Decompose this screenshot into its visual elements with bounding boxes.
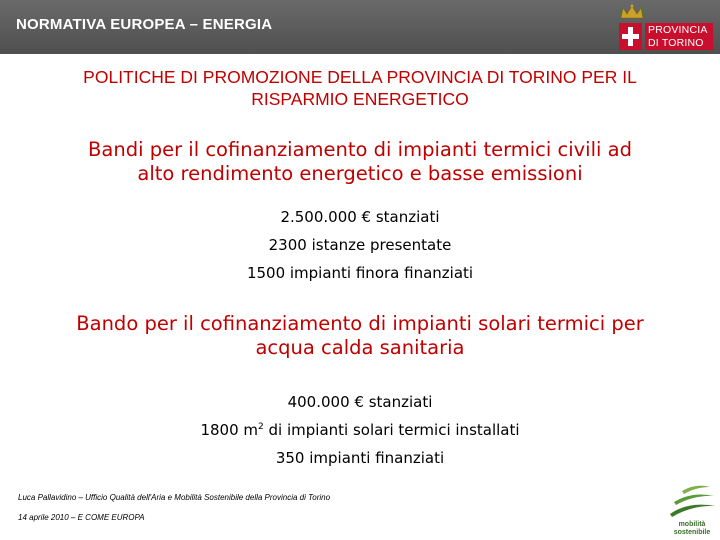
square-superscript: 2 bbox=[258, 422, 264, 432]
green-swoosh-icon bbox=[666, 482, 718, 520]
headline-line-2: RISPARMIO ENERGETICO bbox=[251, 89, 469, 109]
logo2-line-1: mobilità bbox=[678, 521, 706, 528]
page-headline bbox=[20, 66, 700, 110]
footer-date: 14 aprile 2010 – E COME EUROPA bbox=[18, 513, 145, 522]
header-bar bbox=[0, 0, 720, 54]
section-1-stat-funds: 2.500.000 € stanziati bbox=[280, 208, 440, 226]
headline-line-1: POLITICHE DI PROMOZIONE DELLA PROVINCIA DI TORINO PER IL bbox=[83, 67, 637, 87]
section-1-stat-financed: 1500 impianti finora finanziati bbox=[246, 264, 474, 282]
section-2-stat-financed: 350 impianti finanziati bbox=[275, 449, 445, 467]
installed-suffix: di impianti solari termici installati bbox=[263, 421, 520, 439]
white-cross-icon bbox=[619, 23, 642, 50]
footer-author: Luca Pallavidino – Ufficio Qualità dell'Aria e Mobilità Sostenibile della Provincia di Torino bbox=[18, 493, 331, 502]
section-2-stat-funds: 400.000 € stanziati bbox=[287, 393, 433, 411]
logo-line-1: PROVINCIA bbox=[648, 24, 708, 36]
logo-line-2: DI TORINO bbox=[648, 36, 704, 49]
section-2-title-line-1: Bando per il cofinanziamento di impianti solari termici per bbox=[76, 312, 644, 335]
section-1-title-line-1: Bandi per il cofinanziamento di impianti termici civili ad bbox=[88, 138, 632, 161]
logo2-wordmark bbox=[666, 521, 718, 536]
logo-wordmark bbox=[645, 23, 713, 50]
section-1-title bbox=[20, 138, 700, 186]
section-2-title bbox=[20, 312, 700, 360]
logo2-line-2: sostenibile bbox=[673, 528, 711, 536]
mobilita-sostenibile-logo bbox=[666, 482, 718, 538]
header-title: NORMATIVA EUROPEA – ENERGIA bbox=[16, 16, 273, 33]
provincia-di-torino-logo bbox=[612, 4, 716, 50]
section-2-title-line-2: acqua calda sanitaria bbox=[255, 336, 465, 359]
section-1-title-line-2: alto rendimento energetico e basse emissioni bbox=[137, 162, 583, 185]
crown-crest-icon bbox=[618, 4, 646, 20]
installed-prefix: 1800 m bbox=[200, 421, 259, 439]
section-1-stat-applications: 2300 istanze presentate bbox=[268, 236, 452, 254]
section-2-stat-installed bbox=[20, 421, 700, 439]
